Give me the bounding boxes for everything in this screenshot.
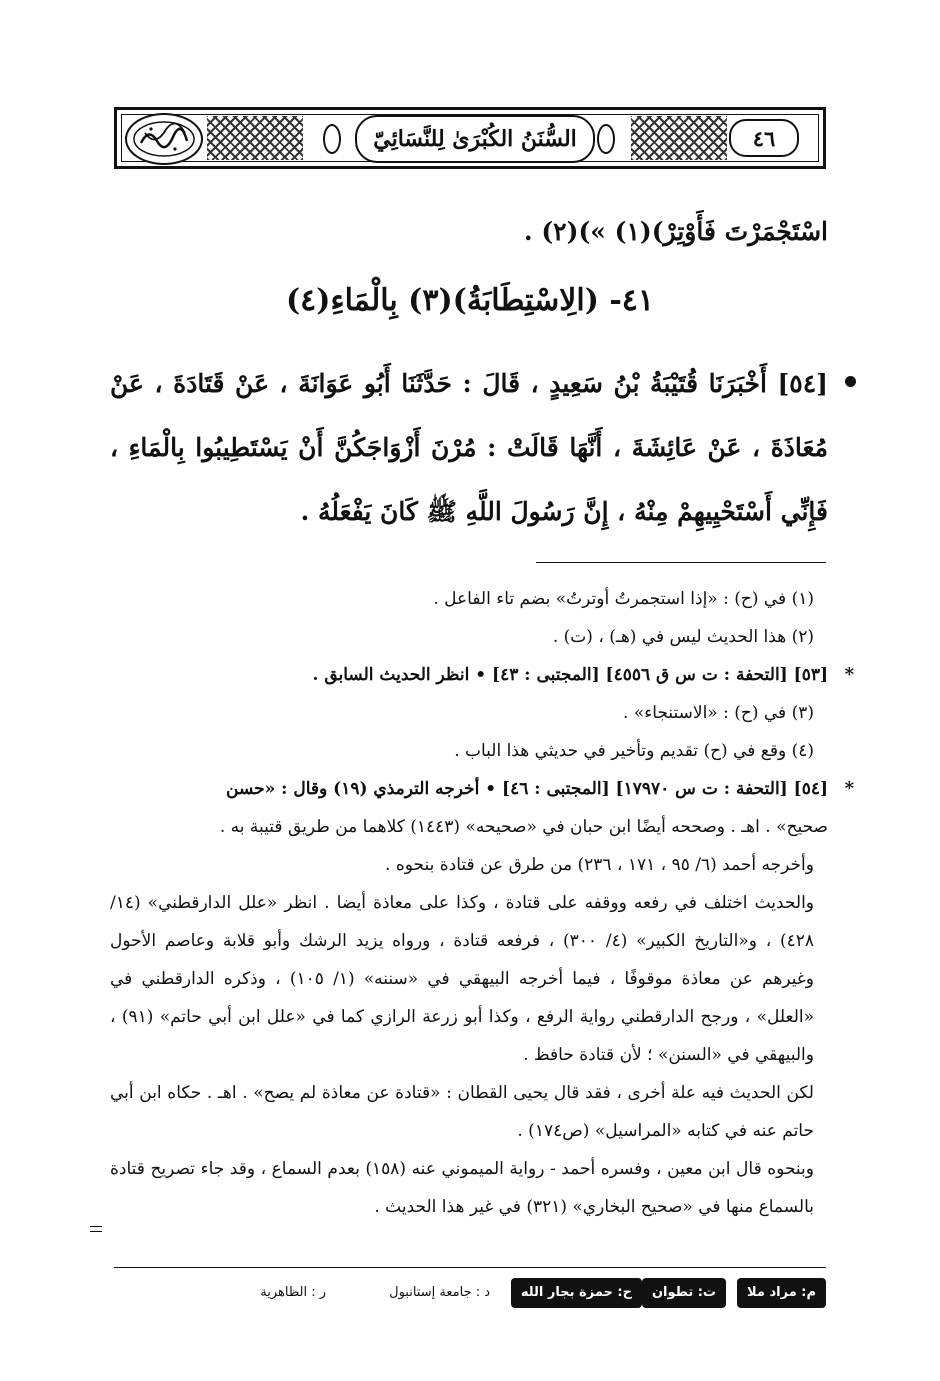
footnotes-block: [110, 580, 854, 1226]
takhrij-53: [110, 656, 854, 694]
hadith-54-text: [٥٤] أَخْبَرَنَا قُتَيْبَةُ بْنُ سَعِيدٍ ، قَالَ : حَدَّثَنَا أَبُو عَوَانَةَ ، عَنْ قَتَادَةَ ، عَنْ مُعَاذَةَ ، عَنْ عَائِشَةَ ، أَنَّهَا قَالَتْ : مُرْنَ أَزْوَاجَكُنَّ أَنْ يَسْتَطِيبُوا بِالْمَاءِ ، فَإِنِّي أَسْتَحْيِيهِمْ مِنْهُ ، إِنَّ رَسُولَ اللَّهِ ﷺ كَانَ يَفْعَلُهُ .: [110, 369, 828, 526]
footnote-3: (٣) في (ح) : «الاستنجاء» .: [623, 703, 814, 723]
takhrij-54-head-text: [٥٤] [التحفة : ت س ١٧٩٧٠] [المجتبى : ٤٦] • أخرجه الترمذي (١٩) وقال : «حسن: [226, 779, 828, 799]
hadith-bullet-icon: [845, 376, 856, 387]
calligraphy-logo-icon: [125, 113, 203, 165]
header-cap-right: [597, 124, 615, 154]
takhrij-54-ikhtilaf: [110, 884, 828, 1074]
manuscript-sigla-bar: [114, 1276, 826, 1312]
header-pattern-right: [631, 116, 727, 160]
takhrij-53-text: [٥٣] [التحفة : ت س ق ٤٥٥٦] [المجتبى : ٤٣] • انظر الحديث السابق .: [312, 665, 828, 685]
margin-equals-mark: [90, 1226, 102, 1232]
star-marker: *: [844, 778, 854, 799]
takhrij-54-ahmad: وأخرجه أحمد (٦/ ٩٥ ، ١٧١ ، ٢٣٦) من طرق عن قتادة بنحوه .: [385, 855, 814, 875]
takhrij-54-ikhtilaf-text: والحديث اختلف في رفعه ووقفه على قتادة ، وكذا على معاذة أيضا . انظر «علل الدارقطني» (١٤/ ٤٢٨) ، و«التاريخ الكبير» (٤/ ٣٠٠) ، فرفعه قتادة ، ورواه يزيد الرشك وأبو قلابة وعاصم الأحول وغيرهم عن معاذة موقوفًا ، فيما أخرجه البيهقي في «سننه» (١/ ١٠٥) ، وذكره الدارقطني في «العلل» ، ورجح الدارقطني رواية الرفع ، وكذا أبو زرعة الرازي كما في «علل ابن أبي حاتم» (٩١) ، والبيهقي في «السنن» ؛ لأن قتادة حافظ .: [110, 893, 814, 1065]
takhrij-54-samaa: [110, 1150, 828, 1226]
takhrij-54-line2: صحيح» . اهـ . وصححه أيضًا ابن حبان في «صحيحه» (١٤٤٣) كلاهما من طريق قتيبة به .: [219, 817, 828, 837]
book-title-cartouche: [355, 115, 595, 163]
takhrij-54-illa: [110, 1074, 828, 1150]
footnote-4: (٤) وقع في (ح) تقديم وتأخير في حديثي هذا الباب .: [454, 741, 814, 761]
page-header-ornament: [114, 107, 826, 169]
header-pattern-left: [207, 116, 303, 160]
header-cap-left: [323, 124, 341, 154]
siglum-zahiriyya: ر : الظاهرية: [260, 1285, 326, 1300]
star-marker: *: [844, 664, 854, 685]
footnote-2: (٢) هذا الحديث ليس في (هـ) ، (ت) .: [552, 627, 814, 647]
takhrij-54-samaa-text: وبنحوه قال ابن معين ، وفسره أحمد - رواية الميموني عنه (١٥٨) بعدم السماع ، وقد جاء تصريح قتادة بالسماع منها في «صحيح البخاري» (٣٢١) في غير هذا الحديث .: [110, 1159, 814, 1217]
siglum-tetouan: ت: تطوان: [642, 1278, 726, 1308]
footer-rule: [114, 1267, 826, 1268]
page-number: ٤٦: [729, 119, 799, 157]
siglum-istanbul-university: د : جامعة إستانبول: [389, 1285, 490, 1300]
takhrij-54-illa-text: لكن الحديث فيه علة أخرى ، فقد قال يحيى القطان : «قتادة عن معاذة لم يصح» . اهـ . حكاه ابن أبي حاتم عنه في كتابه «المراسيل» (ص١٧٤) .: [110, 1083, 814, 1141]
footnote-1: (١) في (ح) : «إذا استجمرتُ أوترتُ» بضم تاء الفاعل .: [433, 589, 814, 609]
continuation-text: اسْتَجْمَرْتَ فَأَوْتِرْ)(١) »)(٢) .: [523, 217, 828, 246]
siglum-murad-mulla: م: مراد ملا: [737, 1278, 826, 1308]
chapter-heading: ٤١- (الِاسْتِطَابَةُ)(٣) بِالْمَاءِ(٤): [285, 283, 655, 318]
book-title: السُّنَنُ الكُبْرَىٰ لِلنَّسَائِيّ: [373, 126, 577, 152]
takhrij-54-head: [110, 770, 854, 808]
footnote-divider: [536, 562, 826, 563]
siglum-hamza-bijar-allah: ح: حمزة بجار الله: [511, 1278, 642, 1308]
